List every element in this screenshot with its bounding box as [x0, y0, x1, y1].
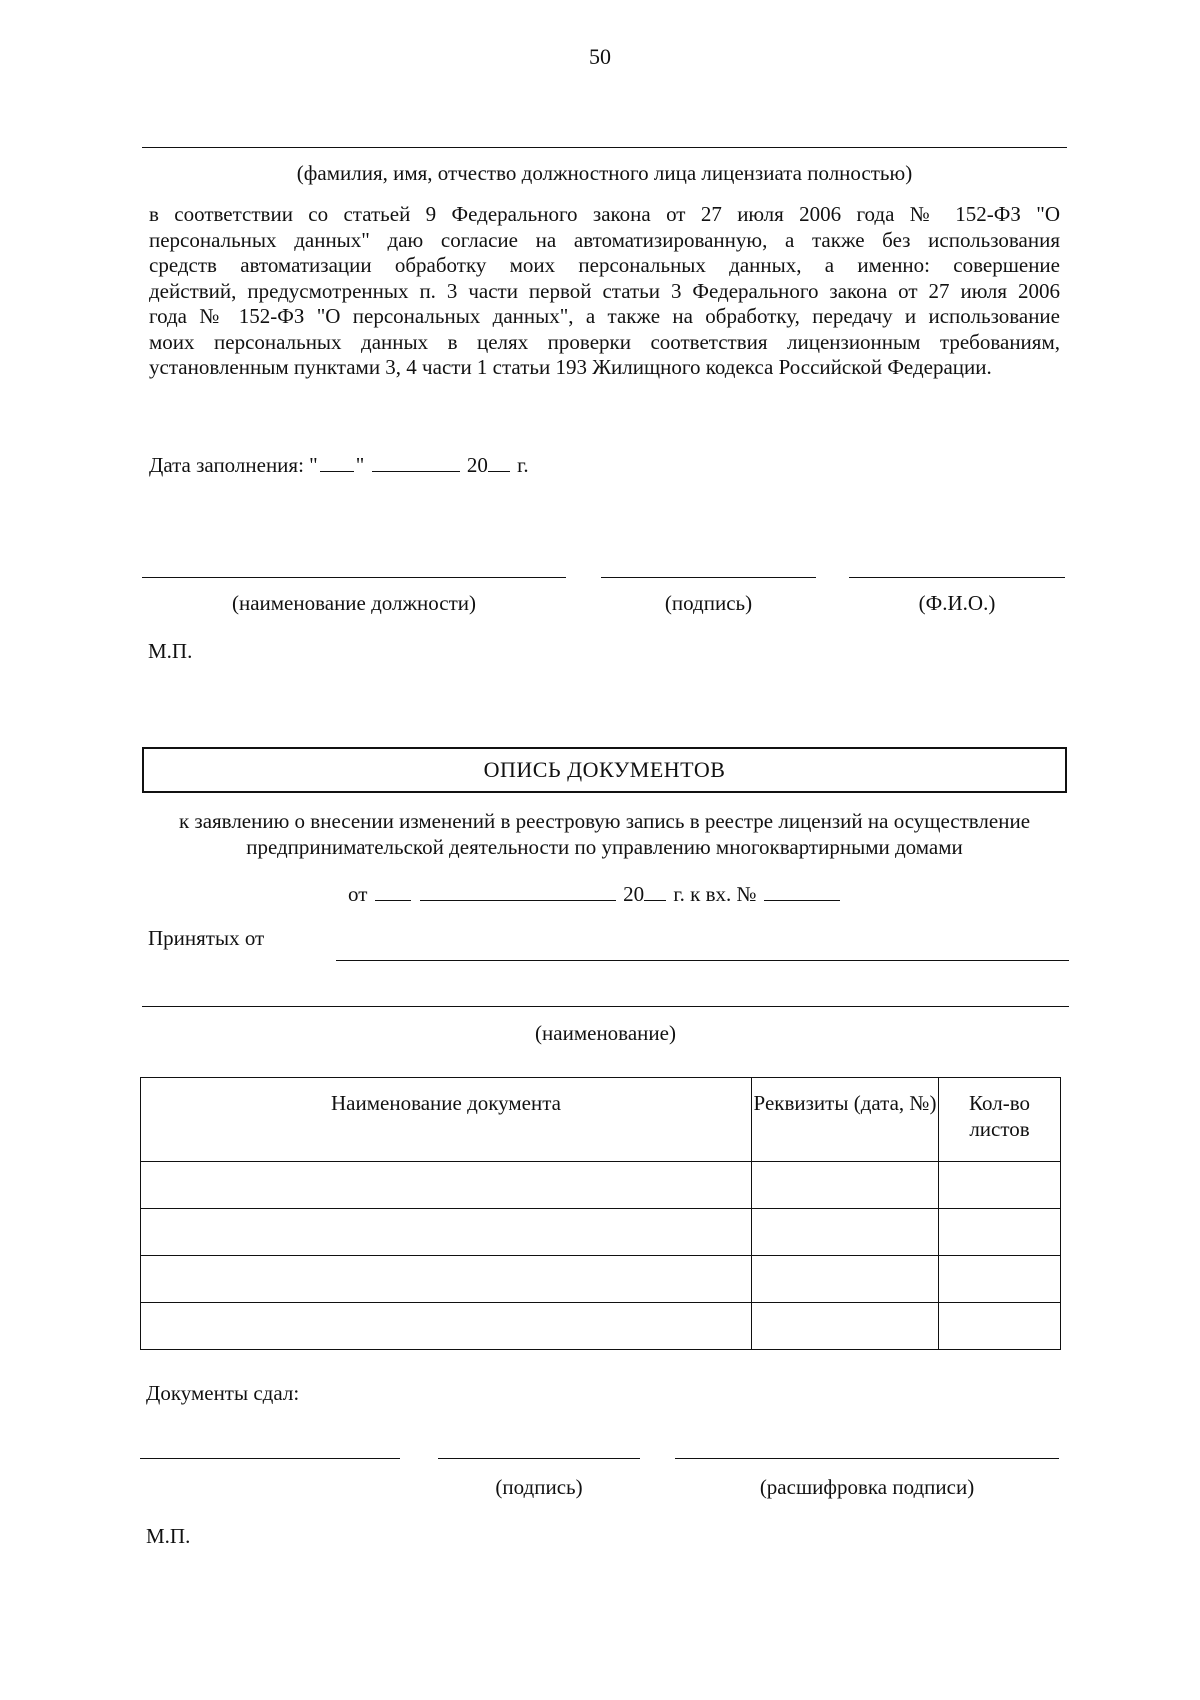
signature-caption: (подпись) — [664, 591, 753, 615]
inventory-title: ОПИСЬ ДОКУМЕНТОВ — [142, 747, 1067, 793]
inventory-subtitle: предпринимательской деятельности по управлению многоквартирными домами — [246, 835, 963, 859]
fill-date-row — [149, 451, 529, 478]
stamp-placeholder: М.П. — [146, 1524, 191, 1548]
document-name-cell[interactable] — [141, 1162, 752, 1209]
fill-date-year-suffix: г. — [517, 453, 529, 477]
sheet-count-cell[interactable] — [939, 1162, 1061, 1209]
fill-date-year-prefix: 20 — [466, 453, 488, 477]
table-row — [141, 1303, 1061, 1350]
table-header-row — [141, 1078, 1061, 1162]
inventory-subtitle: к заявлению о внесении изменений в реестровую запись в реестре лицензий на осуществление — [178, 809, 1031, 833]
fill-date-quote: " — [355, 453, 365, 477]
sheet-count-cell[interactable] — [939, 1256, 1061, 1303]
consent-line: в соответствии со статьей 9 Федерального закона от 27 июля 2006 года № 152-ФЗ "О — [149, 202, 1060, 226]
handover-decoding-caption: (расшифровка подписи) — [759, 1475, 975, 1499]
consent-line: года № 152-ФЗ "О персональных данных", а также на обработку, передачу и использование — [149, 304, 1060, 328]
page-number: 50 — [589, 44, 611, 69]
stamp-placeholder: М.П. — [148, 639, 193, 663]
details-cell[interactable] — [752, 1162, 939, 1209]
document-name-cell[interactable] — [141, 1303, 752, 1350]
from-label: от — [348, 882, 368, 906]
fill-date-year-field[interactable] — [488, 451, 510, 472]
column-header-document-name: Наименование документа — [141, 1078, 752, 1162]
consent-line: персональных данных" даю согласие на автоматизированную, а также без использования — [149, 227, 1060, 252]
position-line[interactable] — [142, 577, 566, 578]
full-name-caption: (Ф.И.О.) — [918, 591, 996, 615]
consent-line: средств автоматизации обработку моих персональных данных, а именно: совершение — [149, 253, 1060, 277]
fill-date-day-field[interactable] — [320, 451, 354, 472]
handover-label: Документы сдал: — [146, 1381, 300, 1405]
official-name-line[interactable] — [142, 147, 1067, 148]
inventory-date-row — [348, 880, 842, 907]
handover-decoding-line[interactable] — [675, 1458, 1059, 1459]
organization-name-caption: (наименование) — [535, 1021, 676, 1045]
full-name-line[interactable] — [849, 577, 1065, 578]
details-cell[interactable] — [752, 1256, 939, 1303]
column-header-details: Реквизиты (дата, №) — [752, 1078, 939, 1162]
accepted-from-line[interactable] — [336, 960, 1069, 961]
inventory-day-field[interactable] — [375, 880, 411, 901]
inventory-year-field[interactable] — [644, 880, 666, 901]
accepted-from-label: Принятых от — [148, 926, 265, 950]
position-caption: (наименование должности) — [231, 591, 477, 615]
handover-position-line[interactable] — [140, 1458, 400, 1459]
organization-name-line[interactable] — [142, 1006, 1069, 1007]
handover-signature-caption: (подпись) — [495, 1475, 583, 1499]
sheet-count-cell[interactable] — [939, 1303, 1061, 1350]
document-name-cell[interactable] — [141, 1256, 752, 1303]
fill-date-quote: " — [309, 453, 318, 477]
incoming-number-field[interactable] — [764, 880, 840, 901]
consent-line: действий, предусмотренных п. 3 части первой статьи 3 Федерального закона от 27 июля 2006 — [149, 278, 1060, 303]
signature-line[interactable] — [601, 577, 816, 578]
incoming-number-label: г. к вх. № — [673, 882, 757, 906]
inventory-month-field[interactable] — [420, 880, 616, 901]
table-row — [141, 1162, 1061, 1209]
column-header-sheet-count: Кол-во листов — [939, 1078, 1061, 1162]
table-row — [141, 1256, 1061, 1303]
fill-date-label: Дата заполнения: — [149, 453, 304, 477]
handover-signature-line[interactable] — [438, 1458, 640, 1459]
official-name-caption: (фамилия, имя, отчество должностного лица лицензиата полностью) — [296, 161, 913, 185]
consent-line: установленным пунктами 3, 4 части 1 статьи 193 Жилищного кодекса Российской Федерации. — [149, 355, 992, 379]
consent-line: моих персональных данных в целях проверки соответствия лицензионным требованиям, — [149, 329, 1060, 354]
documents-table — [140, 1077, 1061, 1350]
inventory-year-prefix: 20 — [623, 882, 645, 906]
consent-paragraph — [149, 202, 1060, 381]
fill-date-month-field[interactable] — [372, 451, 460, 472]
sheet-count-cell[interactable] — [939, 1209, 1061, 1256]
details-cell[interactable] — [752, 1209, 939, 1256]
table-row — [141, 1209, 1061, 1256]
document-name-cell[interactable] — [141, 1209, 752, 1256]
details-cell[interactable] — [752, 1303, 939, 1350]
